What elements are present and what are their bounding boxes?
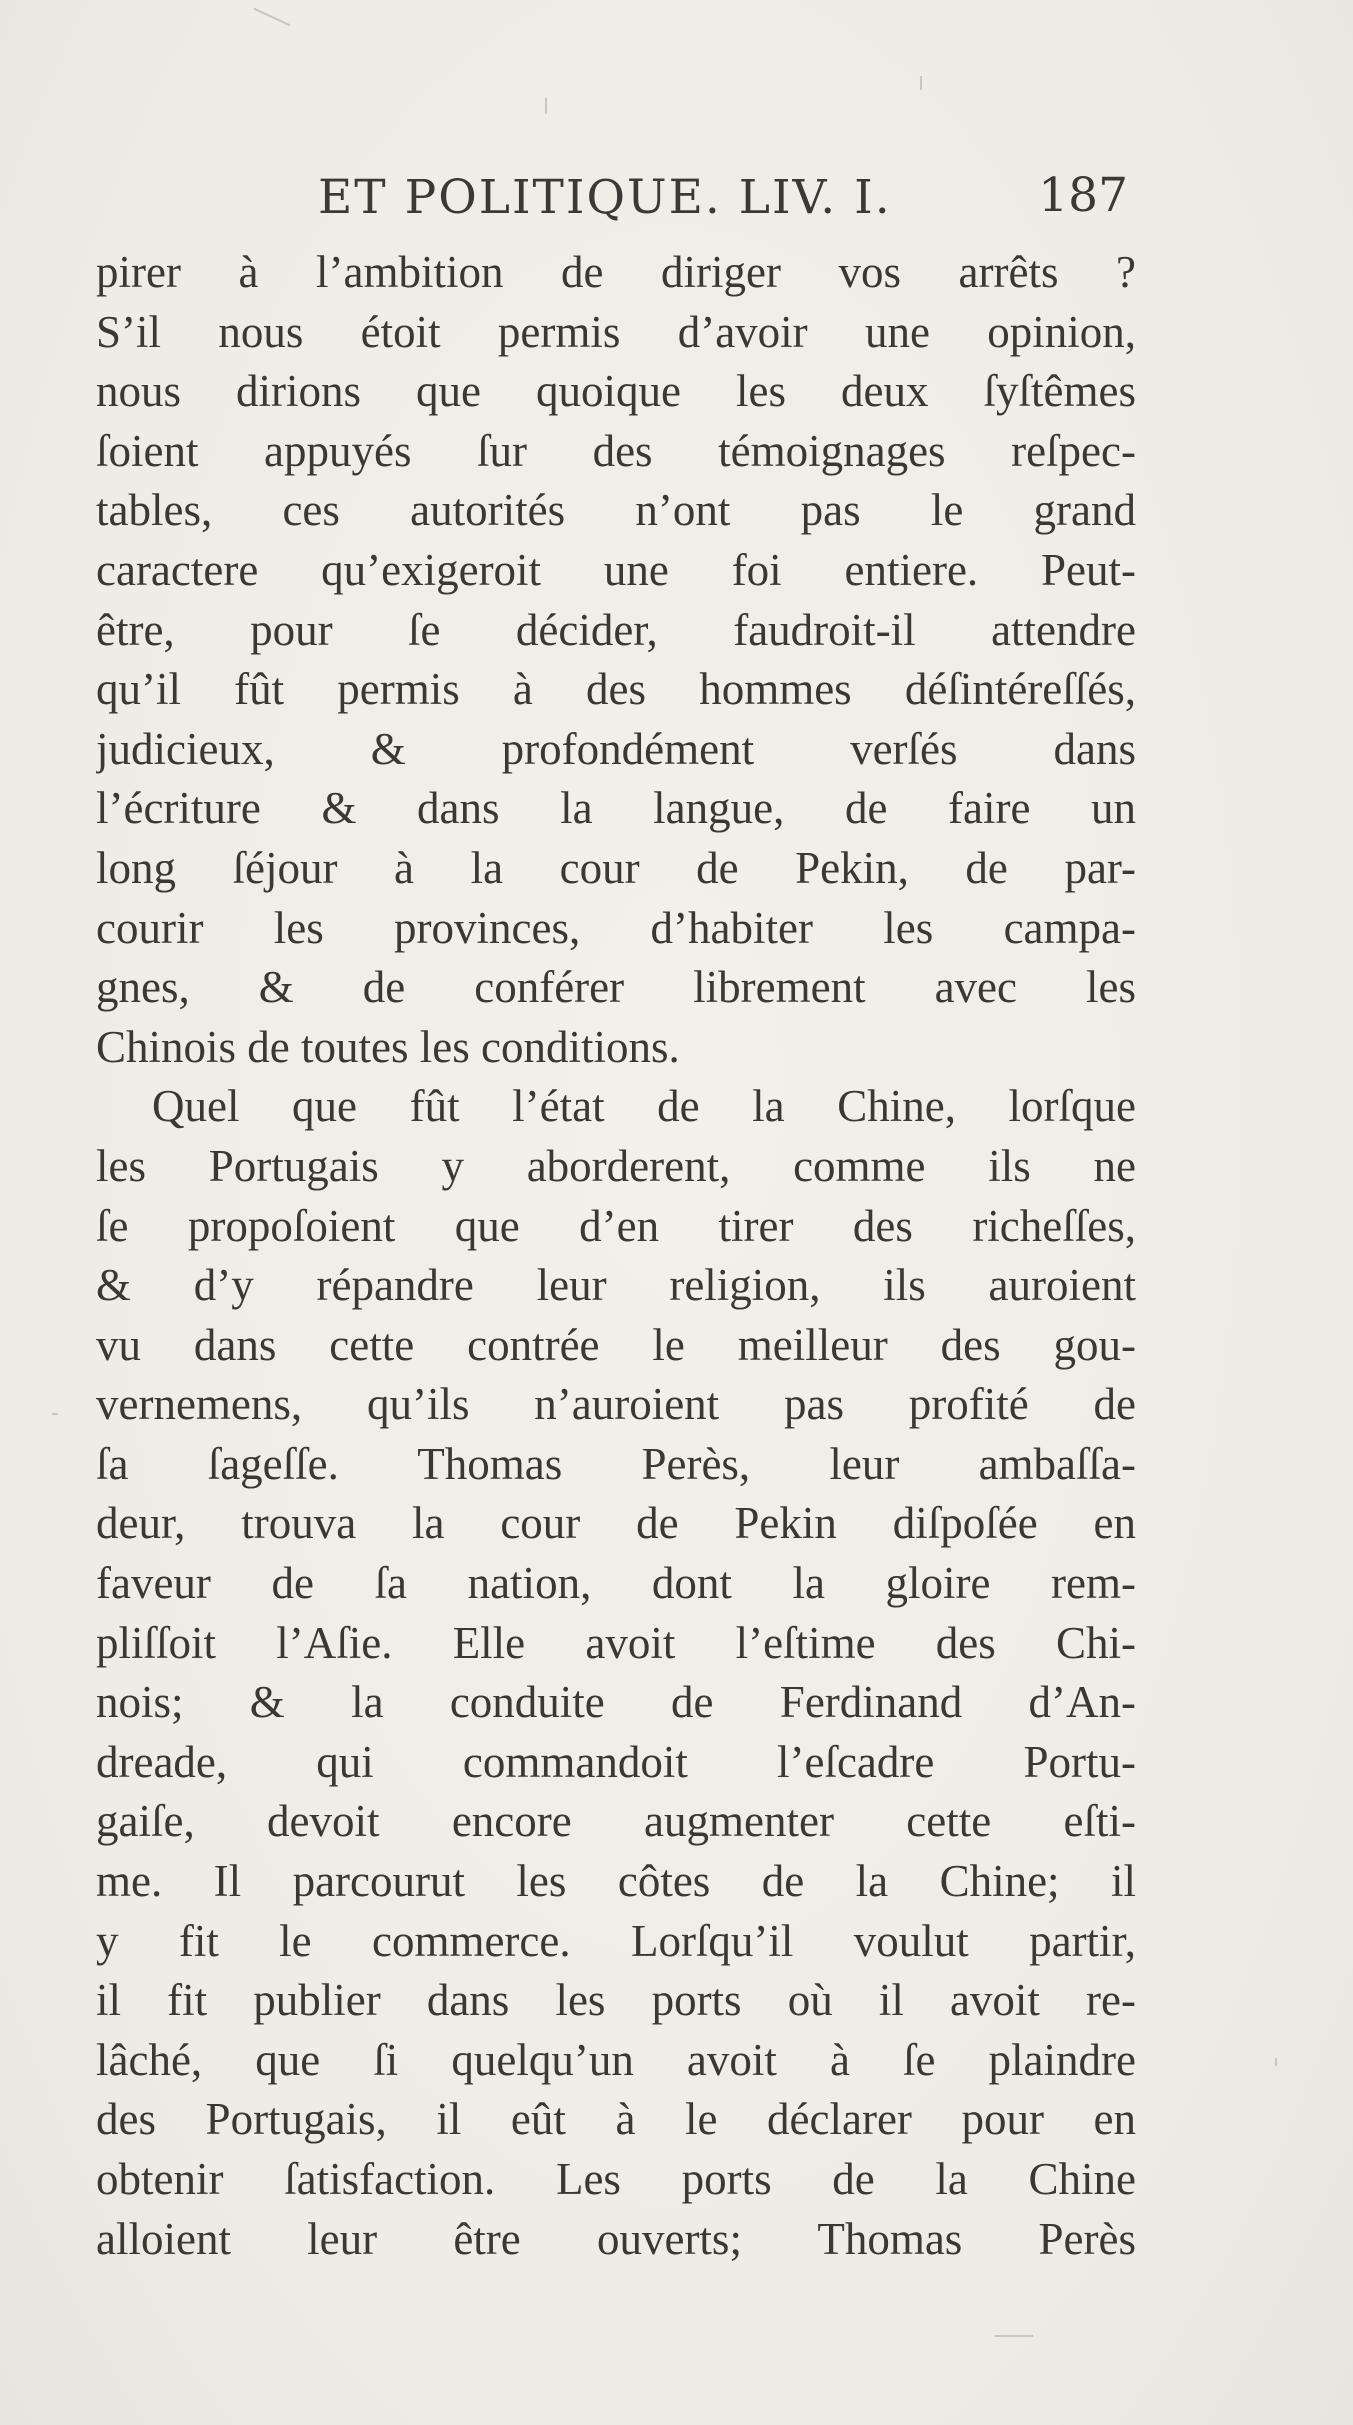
text-line: faveur de ſa nation, dont la gloire rem- [96, 1558, 1136, 1609]
text-line: vernemens, qu’ils n’auroient pas profité de [96, 1379, 1136, 1430]
text-line: judicieux, & profondément verſés dans [96, 723, 1136, 774]
paper-speck [920, 76, 922, 90]
text-line: l’écriture & dans la langue, de faire un [96, 783, 1136, 834]
text-line: me. Il parcourut les côtes de la Chine; il [96, 1856, 1136, 1907]
text-line: il fit publier dans les ports où il avoit re- [96, 1975, 1136, 2026]
text-line: nous dirions que quoique les deux ſyſtêmes [96, 366, 1136, 417]
text-line: ſe propoſoient que d’en tirer des richeſſes, [96, 1200, 1136, 1251]
text-line: alloient leur être ouverts; Thomas Perès [96, 2213, 1136, 2264]
text-line: des Portugais, il eût à le déclarer pour en [96, 2094, 1136, 2145]
text-line: dreade, qui commandoit l’eſcadre Portu- [96, 1736, 1136, 1787]
text-line: tables, ces autorités n’ont pas le grand [96, 485, 1136, 536]
text-line: pliſſoit l’Aſie. Elle avoit l’eſtime des Chi- [96, 1617, 1136, 1668]
paper-speck [253, 8, 290, 27]
paper-speck [52, 1413, 58, 1415]
text-line-paragraph-end: Chinois de toutes les conditions. [96, 1021, 680, 1072]
text-line: vu dans cette contrée le meilleur des gou- [96, 1319, 1136, 1370]
page-header [96, 160, 1136, 230]
text-line: être, pour ſe décider, faudroit-il attendre [96, 604, 1136, 655]
body-text [96, 243, 1136, 2269]
text-line: lâché, que ſi quelqu’un avoit à ſe plaindre [96, 2034, 1136, 2085]
text-line: ſoient appuyés ſur des témoignages reſpec- [96, 425, 1136, 476]
page-number: 187 [1038, 168, 1128, 223]
text-line: deur, trouva la cour de Pekin diſpoſée en [96, 1498, 1136, 1549]
text-line: caractere qu’exigeroit une foi entiere. Peut- [96, 544, 1136, 595]
text-line: pirer à l’ambition de diriger vos arrêts ? [96, 247, 1136, 297]
text-line: ſa ſageſſe. Thomas Perès, leur ambaſſa- [96, 1438, 1136, 1489]
paper-speck [995, 2335, 1033, 2337]
text-line: S’il nous étoit permis d’avoir une opinion, [96, 306, 1136, 357]
text-line: & d’y répandre leur religion, ils auroient [96, 1260, 1136, 1311]
running-head: ET POLITIQUE. LIV. I. [318, 170, 892, 225]
text-line-paragraph-start: Quel que fût l’état de la Chine, lorſque [152, 1081, 1136, 1132]
text-line: gaiſe, devoit encore augmenter cette eſti- [96, 1796, 1136, 1847]
text-line: long ſéjour à la cour de Pekin, de par- [96, 842, 1136, 893]
text-line: courir les provinces, d’habiter les campa- [96, 902, 1136, 953]
paper-speck [1275, 2058, 1277, 2066]
text-line: gnes, & de conférer librement avec les [96, 962, 1136, 1013]
text-line: obtenir ſatisfaction. Les ports de la Chine [96, 2154, 1136, 2204]
text-line: qu’il fût permis à des hommes déſintéreſſés, [96, 664, 1136, 715]
text-line: y fit le commerce. Lorſqu’il voulut partir, [96, 1915, 1136, 1966]
text-line: nois; & la conduite de Ferdinand d’An- [96, 1677, 1136, 1728]
paper-speck [545, 98, 547, 114]
text-line: les Portugais y aborderent, comme ils ne [96, 1140, 1136, 1191]
